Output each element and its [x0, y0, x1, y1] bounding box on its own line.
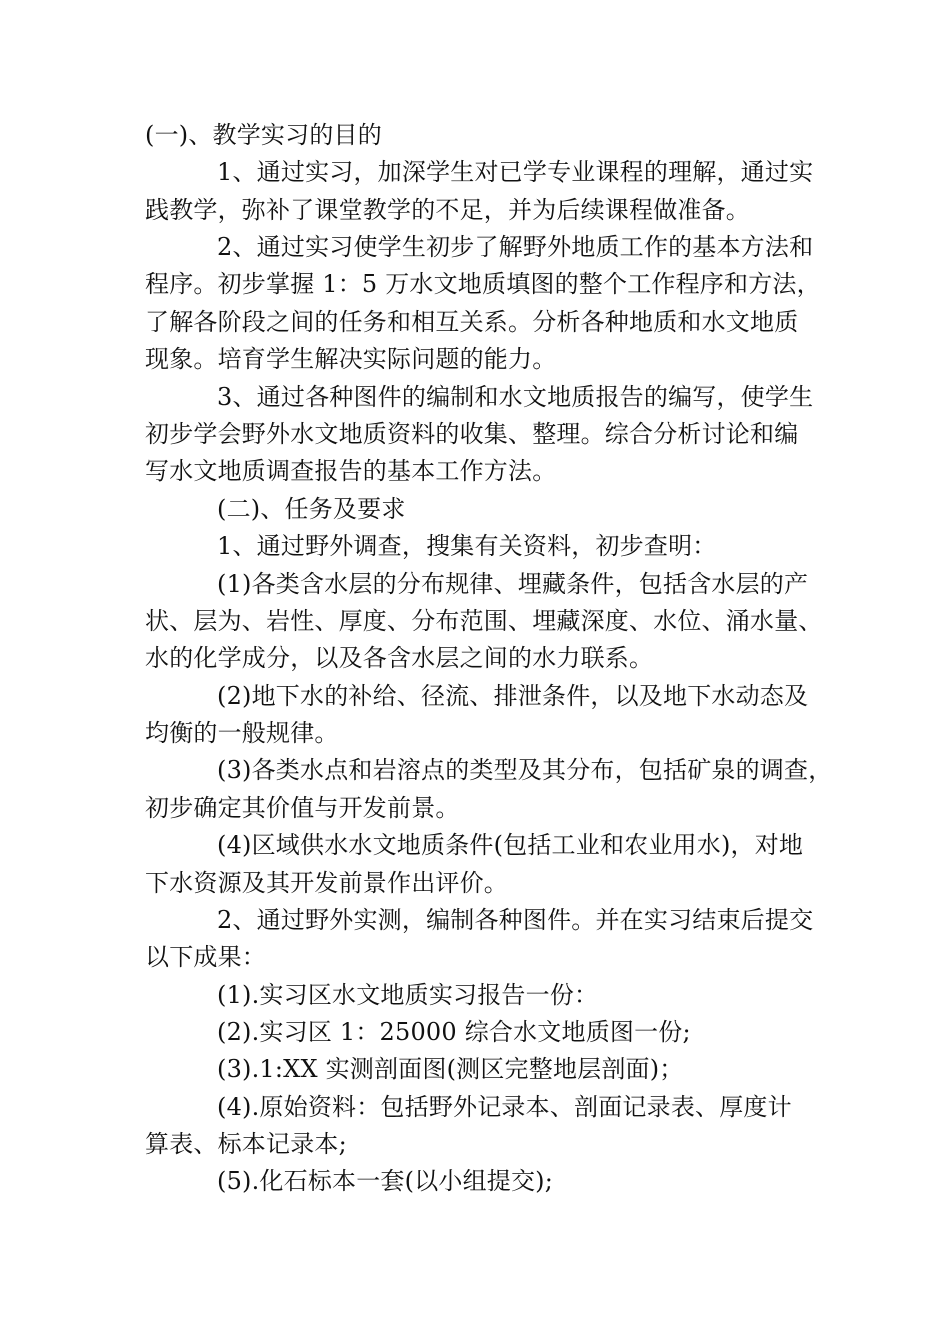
paragraph-line: 以下成果：: [145, 943, 266, 971]
paragraph-line: (3)各类水点和岩溶点的类型及其分布，包括矿泉的调查，: [217, 756, 833, 784]
paragraph-line: 1、通过实习，加深学生对已学专业课程的理解，通过实: [217, 158, 814, 186]
list-item: (5).化石标本一套(以小组提交);: [217, 1167, 554, 1195]
paragraph-line: 践教学，弥补了课堂教学的不足，并为后续课程做准备。: [145, 196, 750, 224]
paragraph-line: 下水资源及其开发前景作出评价。: [145, 869, 508, 897]
paragraph-line: 水的化学成分，以及各含水层之间的水力联系。: [145, 644, 654, 672]
paragraph-line: 均衡的一般规律。: [145, 719, 339, 747]
paragraph-line: 现象。培育学生解决实际问题的能力。: [145, 345, 557, 373]
paragraph-line: (2)地下水的补给、径流、排泄条件，以及地下水动态及: [217, 682, 809, 710]
list-item: 算表、标本记录本;: [145, 1130, 347, 1158]
list-item: (4).原始资料：包括野外记录本、剖面记录表、厚度计: [217, 1093, 792, 1121]
section-heading: (一)、教学实习的目的: [145, 121, 382, 149]
paragraph-line: 状、层为、岩性、厚度、分布范围、埋藏深度、水位、涌水量、: [145, 607, 823, 635]
list-item: (2).实习区 1：25000 综合水文地质图一份;: [217, 1018, 691, 1046]
paragraph-line: (1)各类含水层的分布规律、埋藏条件，包括含水层的产: [217, 570, 809, 598]
paragraph-line: 1、通过野外调查，搜集有关资料，初步查明：: [217, 532, 717, 560]
paragraph-line: 写水文地质调查报告的基本工作方法。: [145, 457, 557, 485]
paragraph-line: 3、通过各种图件的编制和水文地质报告的编写，使学生: [217, 383, 814, 411]
paragraph-line: 2、通过野外实测，编制各种图件。并在实习结束后提交: [217, 906, 814, 934]
paragraph-line: 2、通过实习使学生初步了解野外地质工作的基本方法和: [217, 233, 814, 261]
list-item: (1).实习区水文地质实习报告一份：: [217, 981, 599, 1009]
section-heading: (二)、任务及要求: [217, 495, 406, 523]
paragraph-line: 初步确定其价值与开发前景。: [145, 794, 460, 822]
list-item: (3).1:XX 实测剖面图(测区完整地层剖面)；: [217, 1055, 684, 1083]
paragraph-line: (4)区域供水水文地质条件(包括工业和农业用水)，对地: [217, 831, 804, 859]
paragraph-line: 初步学会野外水文地质资料的收集、整理。综合分析讨论和编: [145, 420, 799, 448]
paragraph-line: 了解各阶段之间的任务和相互关系。分析各种地质和水文地质: [145, 308, 799, 336]
paragraph-line: 程序。初步掌握 1：5 万水文地质填图的整个工作程序和方法，: [145, 270, 821, 298]
